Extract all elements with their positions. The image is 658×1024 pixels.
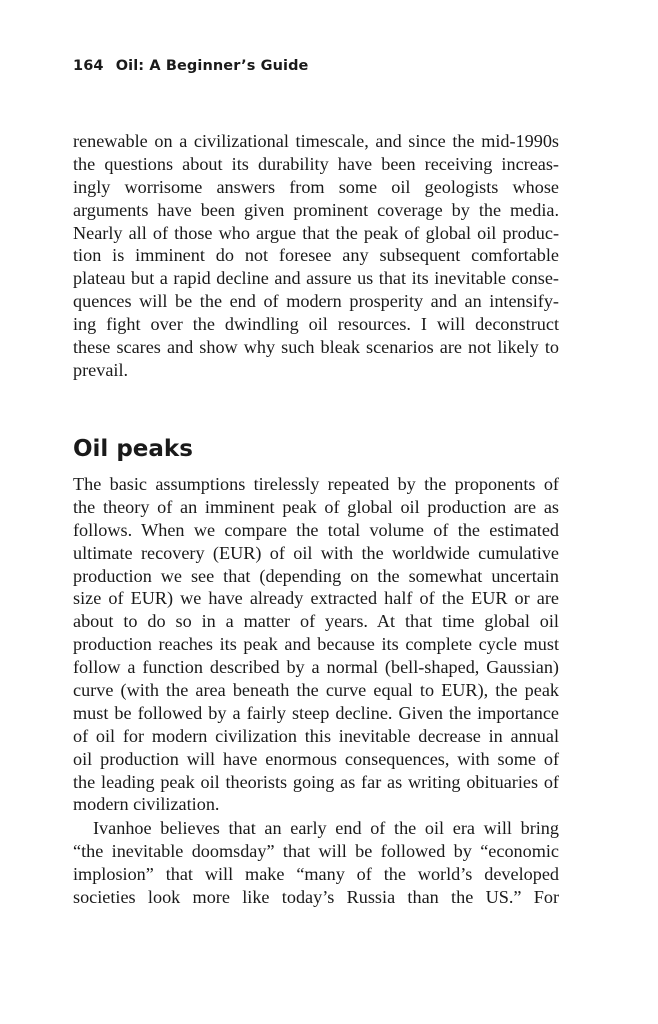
text-line: modern civilization. xyxy=(73,794,220,815)
text-line: these scares and show why such bleak scenarios are not likely to xyxy=(73,337,559,358)
text-line: follows. When we compare the total volume of the estimated xyxy=(73,519,559,540)
text-line: of oil for modern civilization this inevitable decrease in annual xyxy=(73,725,559,746)
text-line: production we see that (depending on the somewhat uncertain xyxy=(73,565,559,586)
text-line: ingly worrisome answers from some oil geologists whose xyxy=(73,176,559,197)
text-line: quences will be the end of modern prosperity and an intensify- xyxy=(73,291,559,312)
paragraph-continuation xyxy=(73,130,559,382)
text-line: ing fight over the dwindling oil resources. I will deconstruct xyxy=(73,314,559,335)
text-line: follow a function described by a normal (bell-shaped, Gaussian) xyxy=(73,657,559,678)
text-line: the leading peak oil theorists going as far as writing obituaries of xyxy=(73,771,559,792)
text-line: size of EUR) we have already extracted half of the EUR or are xyxy=(73,588,559,609)
text-line: the theory of an imminent peak of global oil production are as xyxy=(73,496,559,517)
text-line: renewable on a civilizational timescale, and since the mid-1990s xyxy=(73,131,559,151)
book-title: Oil: A Beginner’s Guide xyxy=(115,58,309,74)
section-heading: Oil peaks xyxy=(73,436,193,462)
text-line: Nearly all of those who argue that the peak of global oil produc- xyxy=(73,222,559,243)
text-line: tion is imminent do not foresee any subsequent comfortable xyxy=(73,245,559,266)
text-line: plateau but a rapid decline and assure us that its inevitable conse- xyxy=(73,268,559,289)
text-line: the questions about its durability have been receiving increas- xyxy=(73,153,559,174)
text-line: societies look more like today’s Russia than the US.” For xyxy=(73,886,559,907)
running-header xyxy=(73,58,309,74)
text-line: The basic assumptions tirelessly repeated by the proponents of xyxy=(73,474,559,494)
text-line: production reaches its peak and because its complete cycle must xyxy=(73,634,559,655)
text-line: curve (with the area beneath the curve equal to EUR), the peak xyxy=(73,680,559,701)
text-line: prevail. xyxy=(73,359,129,380)
page-number: 164 xyxy=(73,58,104,74)
text-line: arguments have been given prominent coverage by the media. xyxy=(73,199,559,220)
text-line: Ivanhoe believes that an early end of the oil era will bring xyxy=(93,818,559,838)
text-line: oil production will have enormous consequences, with some of xyxy=(73,748,559,769)
text-line: must be followed by a fairly steep decline. Given the importance xyxy=(73,702,559,723)
paragraph-oil-peaks xyxy=(73,473,559,816)
text-line: about to do so in a matter of years. At that time global oil xyxy=(73,611,559,632)
text-line: implosion” that will make “many of the world’s developed xyxy=(73,863,559,884)
text-line: ultimate recovery (EUR) of oil with the worldwide cumulative xyxy=(73,542,559,563)
text-line: “the inevitable doomsday” that will be followed by “economic xyxy=(73,840,559,861)
paragraph-ivanhoe xyxy=(73,817,559,909)
